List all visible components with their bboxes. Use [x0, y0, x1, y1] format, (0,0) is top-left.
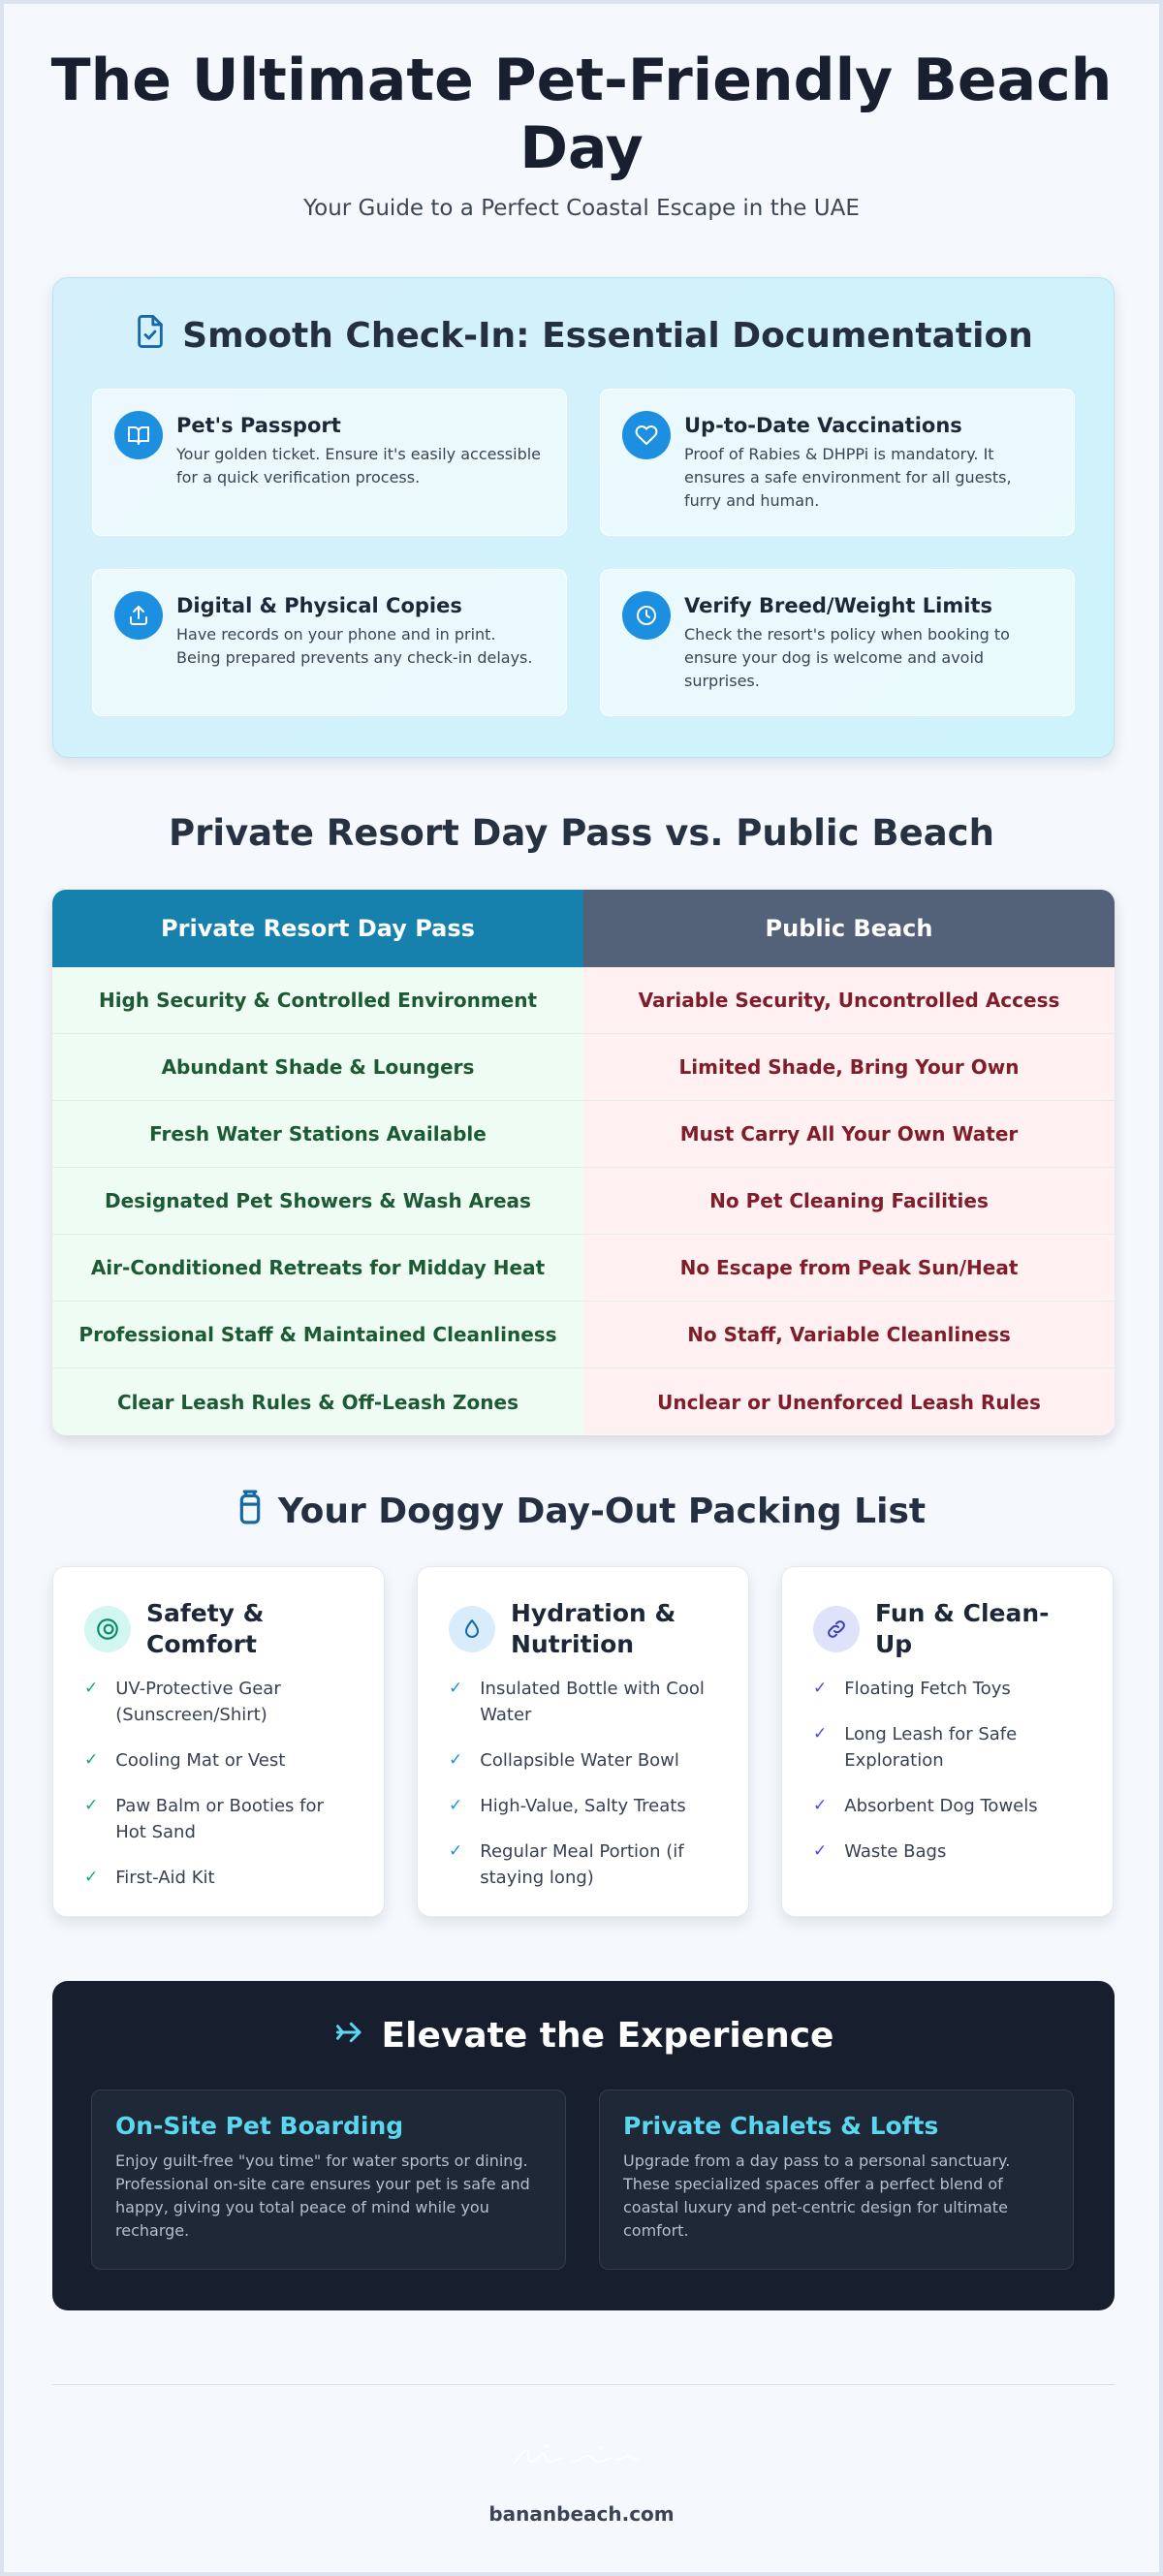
doc-card-vaccinations [600, 389, 1075, 536]
con-cell: Variable Security, Uncontrolled Access [583, 967, 1115, 1034]
check-icon: ✓ [449, 1796, 463, 1815]
doc-card-text: Proof of Rabies & DHPPi is mandatory. It ensures a safe environment for all guests, furry and human. [684, 445, 1012, 510]
documentation-section [52, 277, 1115, 758]
experience-card-title: Private Chalets & Lofts [623, 2112, 939, 2140]
footer-url[interactable]: bananbeach.com [488, 2502, 675, 2526]
list-item [84, 1747, 355, 1774]
list-item [449, 1838, 719, 1891]
document-check-icon [134, 313, 167, 359]
table-row [52, 1368, 1115, 1435]
packing-card-fun [781, 1566, 1114, 1917]
con-cell: Must Carry All Your Own Water [583, 1101, 1115, 1168]
pro-cell: Professional Staff & Maintained Cleanliness [52, 1302, 583, 1368]
con-cell: No Staff, Variable Cleanliness [583, 1302, 1115, 1368]
documentation-heading [53, 313, 1114, 359]
check-icon: ✓ [449, 1750, 463, 1770]
clock-icon [622, 591, 671, 640]
doc-card-text: Have records on your phone and in print. Being prepared prevents any check-in delays. [176, 625, 533, 667]
check-icon: ✓ [813, 1796, 828, 1815]
list-item-text: Cooling Mat or Vest [115, 1750, 286, 1771]
documentation-cards [92, 389, 1075, 716]
list-item [813, 1676, 1084, 1702]
list-item [449, 1747, 719, 1774]
check-icon: ✓ [449, 1841, 463, 1861]
list-item [813, 1838, 1084, 1865]
footer-divider [52, 2384, 1115, 2385]
list-item-text: Insulated Bottle with Cool Water [480, 1679, 705, 1725]
doc-card-breed-limits [600, 569, 1075, 716]
table-row [52, 1168, 1115, 1235]
packing-items [449, 1676, 719, 1891]
header-private-resort: Private Resort Day Pass [52, 890, 583, 967]
water-drop-icon [449, 1606, 495, 1652]
doc-card-copies [92, 569, 567, 716]
list-item [813, 1721, 1084, 1774]
comparison-title: Private Resort Day Pass vs. Public Beach [169, 812, 994, 854]
list-item-text: Paw Balm or Booties for Hot Sand [115, 1796, 324, 1842]
documentation-title: Smooth Check-In: Essential Documentation [182, 316, 1033, 356]
list-item [84, 1793, 355, 1845]
check-icon: ✓ [813, 1841, 828, 1861]
packing-items [84, 1676, 355, 1891]
pro-cell: High Security & Controlled Environment [52, 967, 583, 1034]
list-item-text: Absorbent Dog Towels [844, 1796, 1038, 1816]
doc-card-passport [92, 389, 567, 536]
table-row [52, 1034, 1115, 1101]
list-item [84, 1865, 355, 1891]
doc-card-text: Your golden ticket. Ensure it's easily accessible for a quick verification process. [176, 445, 542, 487]
experience-card-text: Upgrade from a day pass to a personal sanctuary. These specialized spaces offer a perfect blend of coastal luxury and pet-centric design for ultimate comfort. [623, 2152, 1011, 2240]
header-public-beach: Public Beach [583, 890, 1115, 967]
pro-cell: Fresh Water Stations Available [52, 1101, 583, 1168]
book-icon [114, 411, 163, 459]
experience-section [52, 1981, 1115, 2310]
comparison-table [52, 890, 1115, 1435]
check-icon: ✓ [813, 1724, 828, 1744]
list-item-text: Long Leash for Safe Exploration [844, 1724, 1018, 1771]
list-item-text: UV-Protective Gear (Sunscreen/Shirt) [115, 1679, 281, 1725]
check-icon: ✓ [449, 1679, 463, 1698]
experience-card-boarding [91, 2089, 566, 2270]
packing-card-title: Hydration & Nutrition [511, 1599, 676, 1658]
packing-card-title: Safety & Comfort [146, 1599, 265, 1658]
table-row [52, 1235, 1115, 1302]
heart-icon [622, 411, 671, 459]
list-item-text: Collapsible Water Bowl [480, 1750, 679, 1771]
con-cell: No Escape from Peak Sun/Heat [583, 1235, 1115, 1302]
list-item [449, 1676, 719, 1728]
table-row [52, 967, 1115, 1034]
list-item-text: First-Aid Kit [115, 1868, 215, 1888]
experience-card-text: Enjoy guilt-free "you time" for water sports or dining. Professional on-site care ensures your pet is safe and happy, giving you total peace of mind while you recharge. [115, 2152, 530, 2240]
list-item-text: Floating Fetch Toys [844, 1679, 1011, 1699]
arrow-right-icon [333, 2016, 366, 2056]
check-icon: ✓ [84, 1796, 99, 1815]
page-title: The Ultimate Pet-Friendly Beach Day [50, 47, 1113, 182]
list-item [449, 1793, 719, 1819]
experience-title: Elevate the Experience [381, 2016, 834, 2056]
doc-card-text: Check the resort's policy when booking to ensure your dog is welcome and avoid surprises. [684, 625, 1010, 690]
con-cell: Limited Shade, Bring Your Own [583, 1034, 1115, 1101]
packing-title: Your Doggy Day-Out Packing List [277, 1492, 927, 1531]
con-cell: No Pet Cleaning Facilities [583, 1168, 1115, 1235]
pro-cell: Designated Pet Showers & Wash Areas [52, 1168, 583, 1235]
packing-heading [4, 1489, 1159, 1534]
link-icon [813, 1606, 860, 1652]
page-subtitle: Your Guide to a Perfect Coastal Escape in the UAE [303, 196, 860, 221]
comparison-header-row [52, 890, 1115, 967]
hero-header [4, 4, 1159, 221]
packing-card-hydration [417, 1566, 749, 1917]
doc-card-title: Verify Breed/Weight Limits [684, 594, 992, 617]
upload-icon [114, 591, 163, 640]
check-icon: ✓ [813, 1679, 828, 1698]
packing-card-safety [52, 1566, 385, 1917]
experience-card-chalets [599, 2089, 1074, 2270]
sun-protection-icon [84, 1606, 131, 1652]
experience-cards [91, 2089, 1074, 2270]
pro-cell: Air-Conditioned Retreats for Midday Heat [52, 1235, 583, 1302]
pro-cell: Abundant Shade & Loungers [52, 1034, 583, 1101]
table-row [52, 1101, 1115, 1168]
list-item [813, 1793, 1084, 1819]
packing-cards [52, 1566, 1114, 1917]
list-item-text: Waste Bags [844, 1841, 947, 1862]
doc-card-title: Up-to-Date Vaccinations [684, 414, 962, 437]
experience-card-title: On-Site Pet Boarding [115, 2112, 404, 2140]
check-icon: ✓ [84, 1868, 99, 1887]
pro-cell: Clear Leash Rules & Off-Leash Zones [52, 1368, 583, 1435]
bottle-icon [237, 1489, 263, 1534]
list-item-text: Regular Meal Portion (if staying long) [480, 1841, 684, 1888]
experience-heading [52, 2016, 1115, 2056]
list-item-text: High-Value, Salty Treats [480, 1796, 686, 1816]
con-cell: Unclear or Unenforced Leash Rules [583, 1368, 1115, 1435]
doc-card-title: Digital & Physical Copies [176, 594, 462, 617]
check-icon: ✓ [84, 1679, 99, 1698]
packing-items [813, 1676, 1084, 1865]
packing-card-title: Fun & Clean-Up [875, 1599, 1050, 1658]
doc-card-title: Pet's Passport [176, 414, 341, 437]
list-item [84, 1676, 355, 1728]
table-row [52, 1302, 1115, 1368]
check-icon: ✓ [84, 1750, 99, 1770]
footer-logo-signature [508, 2440, 653, 2479]
